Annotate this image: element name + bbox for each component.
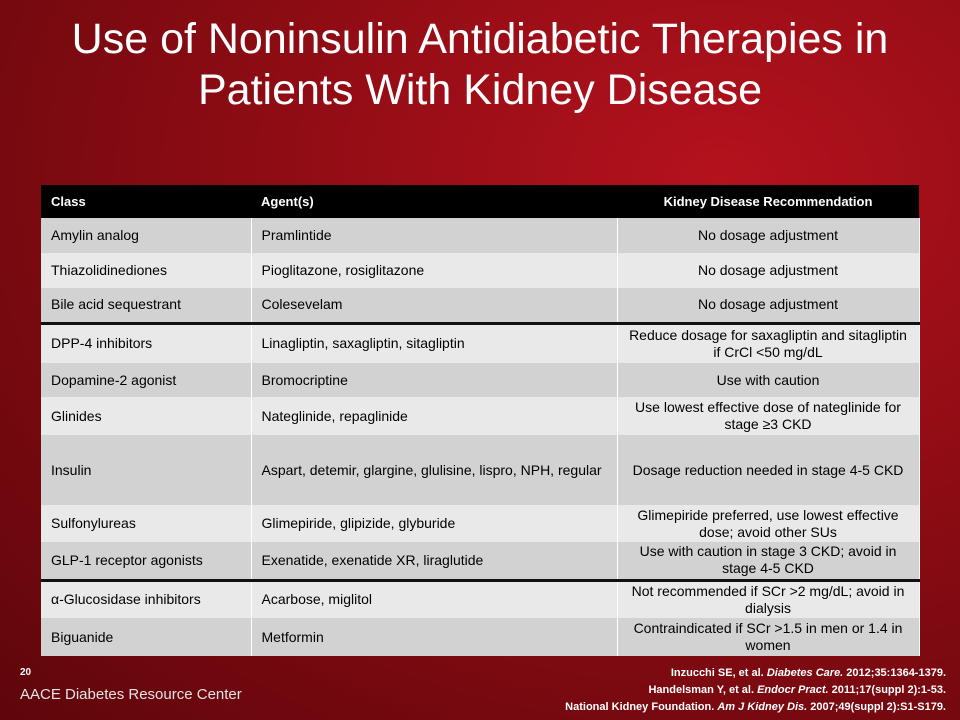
agents-cell: Pioglitazone, rosiglitazone <box>251 253 617 288</box>
class-cell: DPP-4 inhibitors <box>41 323 251 363</box>
table-row <box>41 435 919 505</box>
agents-cell: Colesevelam <box>251 288 617 323</box>
table-row <box>41 363 919 397</box>
class-cell: Bile acid sequestrant <box>41 288 251 323</box>
recommendation-cell: Use with caution <box>617 363 919 397</box>
class-cell: α-Glucosidase inhibitors <box>41 580 251 618</box>
recommendation-cell: Not recommended if SCr >2 mg/dL; avoid in dialysis <box>617 580 919 618</box>
recommendation-cell: Dosage reduction needed in stage 4-5 CKD <box>617 435 919 505</box>
class-cell: Sulfonylureas <box>41 505 251 542</box>
recommendation-cell: Use with caution in stage 3 CKD; avoid in stage 4-5 CKD <box>617 542 919 580</box>
reference-line: Inzucchi SE, et al. Diabetes Care. 2012;35:1364-1379. <box>670 667 946 679</box>
class-cell: Amylin analog <box>41 218 251 253</box>
class-cell: Biguanide <box>41 618 251 656</box>
recommendation-cell: Reduce dosage for saxagliptin and sitagliptin if CrCl <50 mg/dL <box>617 323 919 363</box>
table-row <box>41 542 919 580</box>
table-row <box>41 397 919 435</box>
recommendation-cell: Glimepiride preferred, use lowest effective dose; avoid other SUs <box>617 505 919 542</box>
agents-cell: Exenatide, exenatide XR, liraglutide <box>251 542 617 580</box>
class-cell: Thiazolidinediones <box>41 253 251 288</box>
header-agents: Agent(s) <box>251 185 617 218</box>
reference-line: National Kidney Foundation. Am J Kidney Dis. 2007;49(suppl 2):S1-S179. <box>565 701 946 713</box>
agents-cell: Glimepiride, glipizide, glyburide <box>251 505 617 542</box>
agents-cell: Aspart, detemir, glargine, glulisine, lispro, NPH, regular <box>251 435 617 505</box>
table-row <box>41 580 919 618</box>
header-recommendation: Kidney Disease Recommendation <box>617 185 919 218</box>
agents-cell: Pramlintide <box>251 218 617 253</box>
recommendation-cell: Use lowest effective dose of nateglinide for stage ≥3 CKD <box>617 397 919 435</box>
agents-cell: Metformin <box>251 618 617 656</box>
recommendation-cell: No dosage adjustment <box>617 253 919 288</box>
table-row <box>41 253 919 288</box>
table-row <box>41 288 919 323</box>
reference-line: Handelsman Y, et al. Endocr Pract. 2011;17(suppl 2):1-53. <box>648 684 946 696</box>
agents-cell: Linagliptin, saxagliptin, sitagliptin <box>251 323 617 363</box>
agents-cell: Acarbose, miglitol <box>251 580 617 618</box>
table-row <box>41 505 919 542</box>
therapy-table <box>41 185 920 656</box>
class-cell: Glinides <box>41 397 251 435</box>
class-cell: GLP-1 receptor agonists <box>41 542 251 580</box>
references <box>506 665 946 716</box>
table-row <box>41 218 919 253</box>
class-cell: Insulin <box>41 435 251 505</box>
class-cell: Dopamine-2 agonist <box>41 363 251 397</box>
table-header-row <box>41 185 919 218</box>
recommendation-cell: Contraindicated if SCr >1.5 in men or 1.4 in women <box>617 618 919 656</box>
slide-title: Use of Noninsulin Antidiabetic Therapies in Patients With Kidney Disease <box>71 15 889 114</box>
agents-cell: Bromocriptine <box>251 363 617 397</box>
recommendation-cell: No dosage adjustment <box>617 218 919 253</box>
header-class: Class <box>41 185 251 218</box>
table-row <box>41 323 919 363</box>
brand-logo-text: AACE Diabetes Resource Center <box>20 686 242 703</box>
page-number: 20 <box>20 667 32 678</box>
table-row <box>41 618 919 656</box>
agents-cell: Nateglinide, repaglinide <box>251 397 617 435</box>
recommendation-cell: No dosage adjustment <box>617 288 919 323</box>
